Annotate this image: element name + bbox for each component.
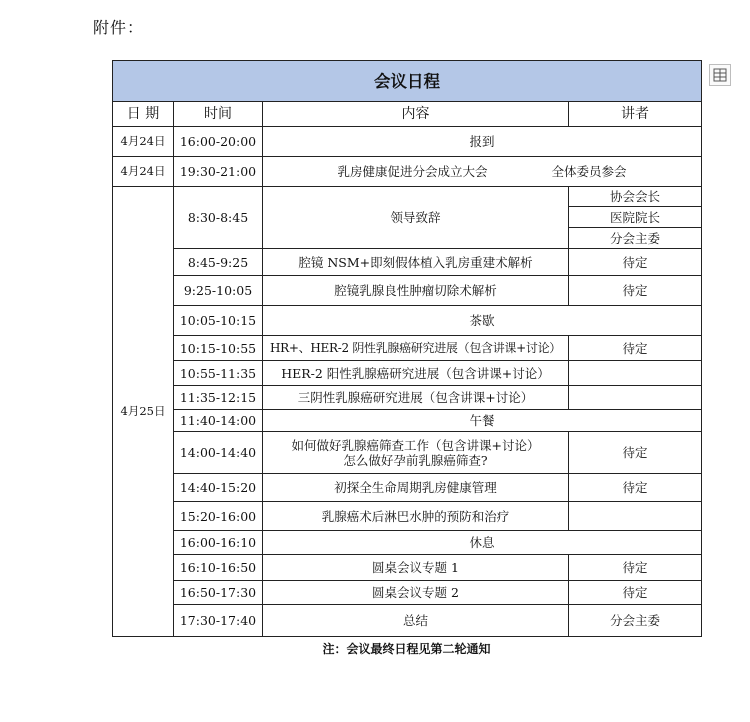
content-cell: 乳腺癌术后淋巴水肿的预防和治疗 <box>263 502 569 531</box>
table-row <box>113 127 702 157</box>
speaker-cell: 待定 <box>569 432 702 474</box>
speaker-cell <box>569 386 702 410</box>
content-cell: HR+、HER-2 阴性乳腺癌研究进展（包含讲课+讨论） <box>263 336 569 361</box>
content-cell: 腔镜乳腺良性肿瘤切除术解析 <box>263 276 569 306</box>
speaker-cell: 协会会长 <box>569 187 702 207</box>
time-cell: 15:20-16:00 <box>174 502 263 531</box>
content-cell: HER-2 阳性乳腺癌研究进展（包含讲课+讨论） <box>263 361 569 386</box>
date-cell: 4月24日 <box>113 127 174 157</box>
content-cell: 圆桌会议专题 1 <box>263 555 569 581</box>
time-cell: 11:40-14:00 <box>174 410 263 432</box>
content-text: 乳房健康促进分会成立大会 <box>337 164 488 179</box>
speaker-cell: 分会主委 <box>569 228 702 249</box>
speaker-cell: 医院院长 <box>569 207 702 228</box>
speaker-text: 全体委员参会 <box>551 164 627 179</box>
time-cell: 10:15-10:55 <box>174 336 263 361</box>
speaker-cell <box>569 502 702 531</box>
content-cell: 领导致辞 <box>263 187 569 249</box>
speaker-cell: 待定 <box>569 555 702 581</box>
table-select-icon[interactable] <box>709 64 731 86</box>
speaker-cell: 待定 <box>569 276 702 306</box>
speaker-cell: 待定 <box>569 336 702 361</box>
table-row <box>113 306 702 336</box>
time-cell: 10:05-10:15 <box>174 306 263 336</box>
time-cell: 10:55-11:35 <box>174 361 263 386</box>
time-cell: 9:25-10:05 <box>174 276 263 306</box>
table-row <box>113 474 702 502</box>
header-speaker: 讲者 <box>569 102 702 127</box>
content-line: 怎么做好孕前乳腺癌筛查? <box>343 452 488 468</box>
time-cell: 14:00-14:40 <box>174 432 263 474</box>
content-cell: 茶歇 <box>263 306 702 336</box>
time-cell: 16:50-17:30 <box>174 581 263 605</box>
speaker-cell: 分会主委 <box>569 605 702 637</box>
time-cell: 16:00-16:10 <box>174 531 263 555</box>
time-cell: 16:00-20:00 <box>174 127 263 157</box>
header-content: 内容 <box>263 102 569 127</box>
table-title: 会议日程 <box>113 61 702 102</box>
schedule-table <box>112 60 702 637</box>
time-cell: 16:10-16:50 <box>174 555 263 581</box>
table-row <box>113 605 702 637</box>
table-row <box>113 187 702 207</box>
content-line: 如何做好乳腺癌筛查工作（包含讲课+讨论） <box>291 437 540 453</box>
content-cell: 腔镜 NSM+即刻假体植入乳房重建术解析 <box>263 249 569 276</box>
attachment-label: 附件： <box>93 18 145 37</box>
content-cell: 圆桌会议专题 2 <box>263 581 569 605</box>
content-cell: 报到 <box>263 127 702 157</box>
content-cell <box>263 432 569 474</box>
content-cell: 休息 <box>263 531 702 555</box>
table-row <box>113 336 702 361</box>
table-row <box>113 555 702 581</box>
time-cell: 8:45-9:25 <box>174 249 263 276</box>
date-cell: 4月25日 <box>113 187 174 637</box>
table-row <box>113 361 702 386</box>
footnote: 注：会议最终日程见第二轮通知 <box>322 642 491 656</box>
header-date: 日 期 <box>113 102 174 127</box>
table-row <box>113 531 702 555</box>
table-header-row <box>113 102 702 127</box>
speaker-cell: 待定 <box>569 581 702 605</box>
table-row <box>113 502 702 531</box>
table-row <box>113 276 702 306</box>
table-row <box>113 386 702 410</box>
table-row <box>113 410 702 432</box>
content-cell: 午餐 <box>263 410 702 432</box>
time-cell: 11:35-12:15 <box>174 386 263 410</box>
table-row <box>113 581 702 605</box>
content-cell: 三阴性乳腺癌研究进展（包含讲课+讨论） <box>263 386 569 410</box>
speaker-cell: 待定 <box>569 474 702 502</box>
time-cell: 14:40-15:20 <box>174 474 263 502</box>
content-cell: 初探全生命周期乳房健康管理 <box>263 474 569 502</box>
speaker-cell <box>569 361 702 386</box>
time-cell: 8:30-8:45 <box>174 187 263 249</box>
time-cell: 17:30-17:40 <box>174 605 263 637</box>
table-row <box>113 157 702 187</box>
table-row <box>113 249 702 276</box>
speaker-cell: 待定 <box>569 249 702 276</box>
header-time: 时间 <box>174 102 263 127</box>
table-row <box>113 432 702 474</box>
content-cell: 总结 <box>263 605 569 637</box>
content-cell <box>263 157 702 187</box>
time-cell: 19:30-21:00 <box>174 157 263 187</box>
date-cell: 4月24日 <box>113 157 174 187</box>
